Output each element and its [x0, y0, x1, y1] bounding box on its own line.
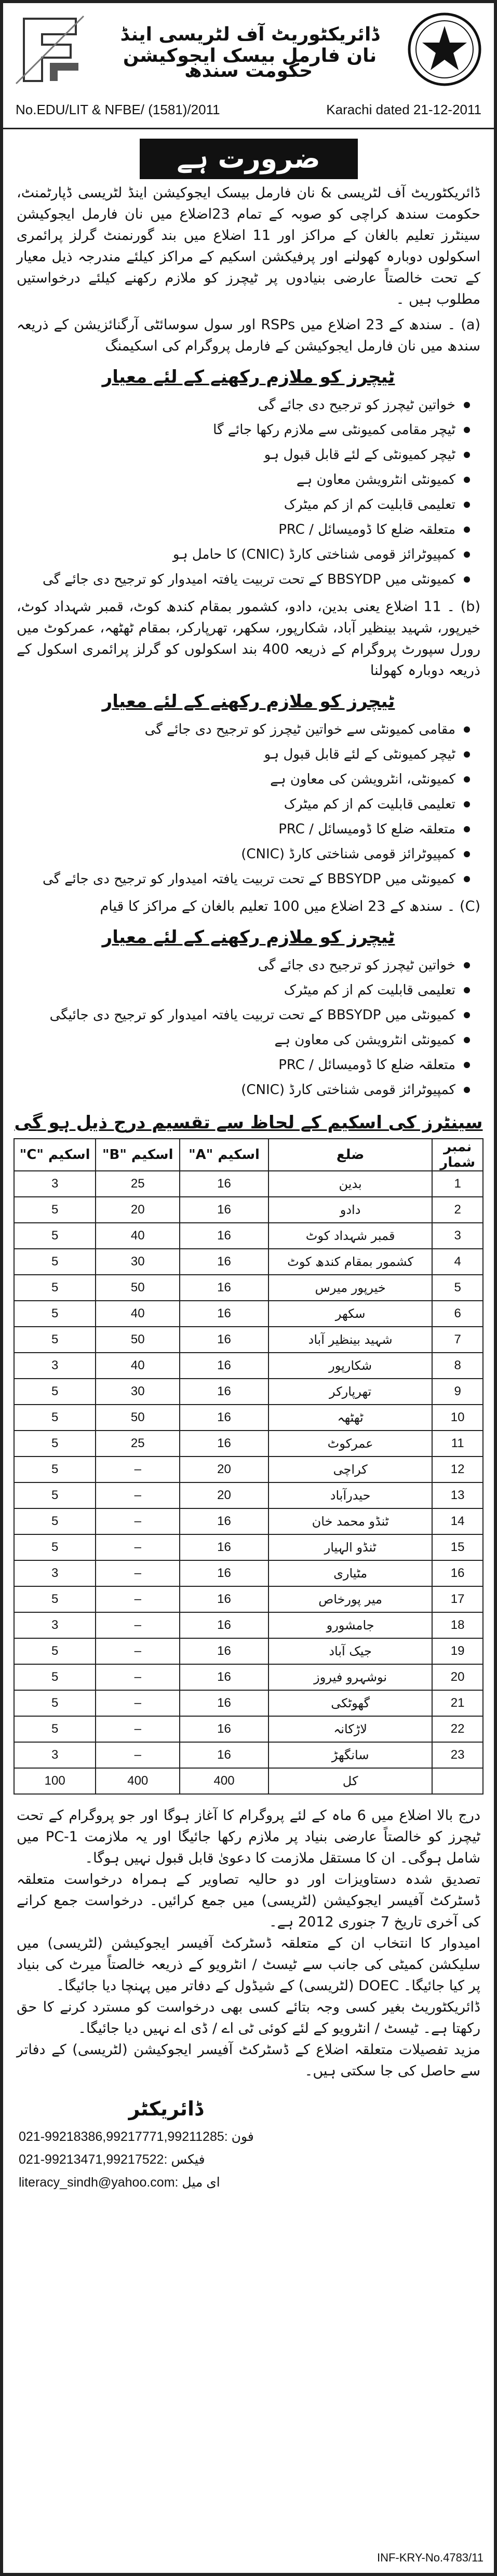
table-cell: عمرکوٹ [268, 1431, 432, 1456]
table-body [14, 1171, 483, 1768]
table-cell: 4 [432, 1249, 483, 1275]
table-cell: 5 [14, 1716, 96, 1742]
list-item: کمپیوٹرائز قومی شناختی کارڈ (CNIC) کا حامل ہو [17, 542, 472, 567]
table-cell: 1 [432, 1171, 483, 1197]
department-title: ڈائریکٹوریٹ آف لٹریسی اینڈ نان فارمل بیسک ایجوکیشن [120, 24, 380, 66]
criteria-a-heading: ٹیچرز کو ملازم رکھنے کے لئے معیار [102, 367, 395, 387]
table-cell: 16 [180, 1379, 268, 1405]
list-item: متعلقہ ضلع کا ڈومیسائل / PRC [17, 1053, 472, 1077]
table-cell: 10 [432, 1405, 483, 1431]
table-cell: 5 [14, 1223, 96, 1249]
table-cell: 7 [432, 1327, 483, 1353]
table-row [14, 1275, 483, 1301]
table-cell: – [96, 1508, 180, 1534]
table-cell: 2 [432, 1197, 483, 1223]
table-row [14, 1301, 483, 1327]
list-item: تعلیمی قابلیت کم از کم میٹرک [17, 792, 472, 817]
table-cell: 5 [14, 1456, 96, 1482]
list-item: ٹیچر مقامی کمیونٹی سے ملازم رکھا جائے گا [17, 417, 472, 442]
table-cell: 16 [180, 1171, 268, 1197]
table-cell: 30 [96, 1249, 180, 1275]
table-cell: 5 [14, 1431, 96, 1456]
district-distribution-table [14, 1138, 483, 1795]
closing-paragraph: درج بالا اضلاع میں 6 ماہ کے لئے پروگرام کا آغاز ہوگا اور جو پروگرام کے تحت ٹیچرز کو خالصتاً عارضی بنیاد پر ملازم رکھا جائیگا اور یہ ملازمت PC-1 میں شامل ہوگی۔ ان کا مستقل ملازمت کا دعویٰ قابل قبول نہیں ہوگا۔ [17, 1808, 480, 1866]
table-cell: 5 [14, 1482, 96, 1508]
table-cell: 16 [180, 1560, 268, 1586]
table-cell: دادو [268, 1197, 432, 1223]
list-item: کمپیوٹرائز قومی شناختی کارڈ (CNIC) [17, 1077, 472, 1102]
table-cell: 50 [96, 1327, 180, 1353]
table-cell: 20 [180, 1456, 268, 1482]
table-row [14, 1327, 483, 1353]
table-cell: 16 [432, 1560, 483, 1586]
table-cell: 16 [180, 1301, 268, 1327]
table-cell: تھرپارکر [268, 1379, 432, 1405]
table-row [14, 1508, 483, 1534]
table-cell: نوشہرو فیروز [268, 1664, 432, 1690]
table-row [14, 1249, 483, 1275]
table-cell: – [96, 1716, 180, 1742]
table-row [14, 1638, 483, 1664]
table-cell: 16 [180, 1275, 268, 1301]
scheme-a-text: (a) ۔ سندھ کے 23 اضلاع میں RSPs اور سول سوسائٹی آرگنائزیشن کے ذریعہ سندھ میں نان فارمل ایجوکیشن کے فارمل پروگرام کی اسکیمنگ [17, 317, 481, 354]
table-cell: 40 [96, 1223, 180, 1249]
table-row [14, 1405, 483, 1431]
table-cell: 3 [14, 1560, 96, 1586]
table-total-row [14, 1768, 483, 1794]
table-row [14, 1716, 483, 1742]
government-name: حکومت سندھ [184, 60, 313, 82]
table-cell: جامشورو [268, 1612, 432, 1638]
table-cell: 5 [14, 1586, 96, 1612]
list-item: متعلقہ ضلع کا ڈومیسائل / PRC [17, 517, 472, 542]
table-cell: 16 [180, 1327, 268, 1353]
scheme-b-text: (b) ۔ 11 اضلاع یعنی بدین، دادو، کشمور بمقام کندھ کوٹ، قمبر شہداد کوٹ، خیرپور، شہید بینظیر آباد، شکارپور، سکھر، تھرپارکر، بمقام ٹھٹھہ، عمرکوٹ میں رورل سپورٹ پروگرام کے ذریعہ 400 بند اسکولوں کو گرلز پرائمری اسکول کے ذریعہ دوبارہ کھولنا [17, 599, 480, 679]
table-cell: 5 [14, 1664, 96, 1690]
closing-paragraph: تصدیق شدہ دستاویزات اور دو حالیہ تصاویر کے ہمراہ درخواست متعلقہ ڈسٹرکٹ آفیسر ایجوکیشن (لٹریسی) میں جمع کرائیں۔ درخواست جمع کرانے کی آخری تاریخ 7 جنوری 2012 ہے۔ [17, 1871, 480, 1930]
table-cell: 5 [14, 1301, 96, 1327]
closing-paragraph: امیدوار کا انتخاب ان کے متعلقہ ڈسٹرکٹ آفیسر ایجوکیشن (لٹریسی) میں سلیکشن کمیٹی کی جانب سے ٹیسٹ / انٹرویو کے ذریعہ خالصتاً میرٹ کی بنیاد پر کیا جائیگا۔ DOEC (لٹریسی) کے شیڈول کے دفاتر میں پہنچا دیا جائیگا۔ [17, 1935, 480, 1994]
table-cell: 11 [432, 1431, 483, 1456]
signature-title: ڈائریکٹر [128, 2097, 203, 2120]
table-cell: 9 [432, 1379, 483, 1405]
table-cell: 3 [14, 1742, 96, 1768]
table-cell: 5 [14, 1405, 96, 1431]
table-cell: 16 [180, 1405, 268, 1431]
table-cell: 3 [14, 1612, 96, 1638]
list-item: خواتین ٹیچرز کو ترجیح دی جائے گی [17, 953, 472, 978]
table-cell: 15 [432, 1534, 483, 1560]
table-cell: 5 [14, 1379, 96, 1405]
wanted-banner: ضرورت ہے [140, 139, 358, 179]
table-cell: 16 [180, 1690, 268, 1716]
table-cell: لاڑکانہ [268, 1716, 432, 1742]
list-item: کمیونٹی انٹرویشن کی معاون ہے [17, 1028, 472, 1053]
table-cell: 16 [180, 1612, 268, 1638]
table-cell: 8 [432, 1353, 483, 1379]
list-item: کمپیوٹرائز قومی شناختی کارڈ (CNIC) [17, 842, 472, 867]
table-cell: 16 [180, 1586, 268, 1612]
table-cell: 5 [14, 1327, 96, 1353]
table-cell: 23 [432, 1742, 483, 1768]
table-row [14, 1431, 483, 1456]
table-cell: – [96, 1534, 180, 1560]
table-cell: سکھر [268, 1301, 432, 1327]
table-cell: 5 [432, 1275, 483, 1301]
table-cell: – [96, 1482, 180, 1508]
column-header: اسکیم "B" [96, 1139, 180, 1171]
table-cell: 16 [180, 1431, 268, 1456]
table-cell: کراچی [268, 1456, 432, 1482]
table-cell: 16 [180, 1534, 268, 1560]
table-cell: 25 [96, 1171, 180, 1197]
table-cell: 5 [14, 1508, 96, 1534]
table-cell: 50 [96, 1275, 180, 1301]
table-cell: – [96, 1742, 180, 1768]
table-cell: 6 [432, 1301, 483, 1327]
table-cell: 16 [180, 1197, 268, 1223]
table-cell: 50 [96, 1405, 180, 1431]
table-row [14, 1534, 483, 1560]
reference-row [16, 102, 481, 118]
table-cell: 3 [432, 1223, 483, 1249]
list-item: کمیونٹی میں BBSYDP کے تحت تربیت یافتہ امیدوار کو ترجیح دی جائے گی [17, 567, 472, 592]
table-cell: بدین [268, 1171, 432, 1197]
table-cell: – [96, 1586, 180, 1612]
table-row [14, 1171, 483, 1197]
intro-paragraph: ڈائریکٹوریٹ آف لٹریسی & نان فارمل بیسک ایجوکیشن اینڈ لٹریسی ڈپارٹمنٹ، حکومت سندھ کراچی کو صوبہ کے تمام 23اضلاع میں نان فارمل ایجوکیشن سینٹرز تعلیم بالغان کے مراکز اور 11 اضلاع میں بند گورنمنٹ گرلز پرائمری اسکولوں دوبارہ کھولنے اور پرفیکشن اسکیم کے مراکز کیلئے مندرجہ ذیل معیار کے تحت خالصتاً عارضی بنیادوں پر ٹیچرز کو ملازم رکھنے کیلئے درخواستیں مطلوب ہیں ۔ [17, 185, 481, 307]
table-cell: 5 [14, 1638, 96, 1664]
reference-number: No.EDU/LIT & NFBE/ (1581)/2011 [16, 102, 220, 117]
table-cell: گھوٹکی [268, 1690, 432, 1716]
phone-numbers: 021-99218386,99217771,99211285: فون [19, 2129, 254, 2144]
column-header: نمبر شمار [432, 1139, 483, 1171]
table-cell: خیرپور میرس [268, 1275, 432, 1301]
table-cell: 40 [96, 1353, 180, 1379]
table-cell: ٹھٹھہ [268, 1405, 432, 1431]
list-item: کمیونٹی انٹرویشن معاون ہے [17, 467, 472, 492]
table-row [14, 1612, 483, 1638]
list-item: مقامی کمیونٹی سے خواتین ٹیچرز کو ترجیح دی جائے گی [17, 717, 472, 742]
table-cell: 19 [432, 1638, 483, 1664]
table-cell: 20 [432, 1664, 483, 1690]
table-cell: 5 [14, 1690, 96, 1716]
table-row [14, 1482, 483, 1508]
email-address: literacy_sindh@yahoo.com: ای میل [19, 2175, 220, 2190]
table-cell: 400 [180, 1768, 268, 1794]
criteria-b-heading: ٹیچرز کو ملازم رکھنے کے لئے معیار [102, 691, 395, 712]
table-cell: – [96, 1456, 180, 1482]
table-cell: 16 [180, 1742, 268, 1768]
table-cell [432, 1768, 483, 1794]
column-header: اسکیم "A" [180, 1139, 268, 1171]
table-row [14, 1197, 483, 1223]
list-item: متعلقہ ضلع کا ڈومیسائل / PRC [17, 817, 472, 842]
table-cell: قمبر شہداد کوٹ [268, 1223, 432, 1249]
table-cell: 16 [180, 1353, 268, 1379]
table-cell: شکارپور [268, 1353, 432, 1379]
table-cell: 100 [14, 1768, 96, 1794]
table-row [14, 1456, 483, 1482]
table-cell: شہید بینظیر آباد [268, 1327, 432, 1353]
table-cell: – [96, 1560, 180, 1586]
table-cell: ٹنڈو محمد خان [268, 1508, 432, 1534]
closing-paragraph: مزید تفصیلات متعلقہ اضلاع کے ڈسٹرکٹ آفیسر ایجوکیشن (لٹریسی) کے دفاتر سے حاصل کی جا سکتی ہیں۔ [17, 2042, 480, 2079]
inf-reference: INF-KRY-No.4783/11 [377, 2551, 483, 2564]
table-cell: 16 [180, 1638, 268, 1664]
table-cell: 3 [14, 1353, 96, 1379]
table-row [14, 1560, 483, 1586]
table-cell: 5 [14, 1249, 96, 1275]
table-cell: 12 [432, 1456, 483, 1482]
table-cell: – [96, 1690, 180, 1716]
list-item: تعلیمی قابلیت کم از کم میٹرک [17, 492, 472, 517]
table-cell: 17 [432, 1586, 483, 1612]
table-row [14, 1664, 483, 1690]
table-cell: میر پورخاص [268, 1586, 432, 1612]
fax-numbers: 021-99213471,99217522: فیکس [19, 2152, 205, 2167]
table-cell: 21 [432, 1690, 483, 1716]
list-item: خواتین ٹیچرز کو ترجیح دی جائے گی [17, 393, 472, 417]
list-item: کمیونٹی میں BBSYDP کے تحت تربیت یافتہ امیدوار کو ترجیح دی جائیگی [17, 1003, 472, 1028]
table-cell: 16 [180, 1223, 268, 1249]
table-cell: 3 [14, 1171, 96, 1197]
table-row [14, 1223, 483, 1249]
table-cell: 20 [180, 1482, 268, 1508]
list-item: تعلیمی قابلیت کم از کم میٹرک [17, 978, 472, 1003]
criteria-c-list [3, 953, 494, 1102]
table-header-row [14, 1139, 483, 1171]
table-cell: 16 [180, 1249, 268, 1275]
contact-block [3, 2120, 494, 2194]
column-header: ضلع [268, 1139, 432, 1171]
table-cell: 40 [96, 1301, 180, 1327]
table-cell: 16 [180, 1664, 268, 1690]
table-cell: 5 [14, 1534, 96, 1560]
table-cell: – [96, 1664, 180, 1690]
table-cell: 20 [96, 1197, 180, 1223]
table-cell: 14 [432, 1508, 483, 1534]
list-item: ٹیچر کمیونٹی کے لئے قابل قبول ہو [17, 442, 472, 467]
table-cell: سانگھڑ [268, 1742, 432, 1768]
issue-date: Karachi dated 21-12-2011 [326, 102, 481, 117]
table-cell: کشمور بمقام کندھ کوٹ [268, 1249, 432, 1275]
table-row [14, 1353, 483, 1379]
table-cell: 16 [180, 1716, 268, 1742]
table-cell: مٹیاری [268, 1560, 432, 1586]
table-cell: 16 [180, 1508, 268, 1534]
list-item: کمیونٹی، انٹرویشن کی معاون ہے [17, 767, 472, 792]
criteria-c-heading: ٹیچرز کو ملازم رکھنے کے لئے معیار [102, 927, 395, 948]
table-cell: 13 [432, 1482, 483, 1508]
table-row [14, 1690, 483, 1716]
table-cell: کل [268, 1768, 432, 1794]
table-heading: سینٹرز کی اسکیم کے لحاظ سے تقسیم درج ذیل ہو گی [14, 1112, 483, 1133]
table-cell: 5 [14, 1197, 96, 1223]
table-cell: – [96, 1638, 180, 1664]
scheme-c-text: (C) ۔ سندھ کے 23 اضلاع میں 100 تعلیم بالغان کے مراکز کا قیام [100, 898, 480, 914]
table-cell: – [96, 1612, 180, 1638]
table-cell: ٹنڈو الہیار [268, 1534, 432, 1560]
table-row [14, 1742, 483, 1768]
table-cell: 400 [96, 1768, 180, 1794]
table-row [14, 1586, 483, 1612]
list-item: کمیونٹی میں BBSYDP کے تحت تربیت یافتہ امیدوار کو ترجیح دی جائے گی [17, 867, 472, 892]
table-cell: 30 [96, 1379, 180, 1405]
table-cell: جیک آباد [268, 1638, 432, 1664]
column-header: اسکیم "C" [14, 1139, 96, 1171]
table-cell: حیدرآباد [268, 1482, 432, 1508]
list-item: ٹیچر کمیونٹی کے لئے قابل قبول ہو [17, 742, 472, 767]
table-cell: 18 [432, 1612, 483, 1638]
criteria-a-list [3, 393, 494, 592]
criteria-b-list [3, 717, 494, 892]
table-cell: 22 [432, 1716, 483, 1742]
header [3, 3, 494, 129]
closing-paragraph: ڈائریکٹوریٹ بغیر کسی وجہ بتائے کسی بھی درخواست کو مسترد کرنے کا حق رکھتا ہے۔ ٹیسٹ / انٹرویو کے لئے کوئی ٹی اے / ڈی اے نہیں دیا جائیگا۔ [17, 1999, 480, 2036]
table-cell: 5 [14, 1275, 96, 1301]
table-cell: 25 [96, 1431, 180, 1456]
table-row [14, 1379, 483, 1405]
